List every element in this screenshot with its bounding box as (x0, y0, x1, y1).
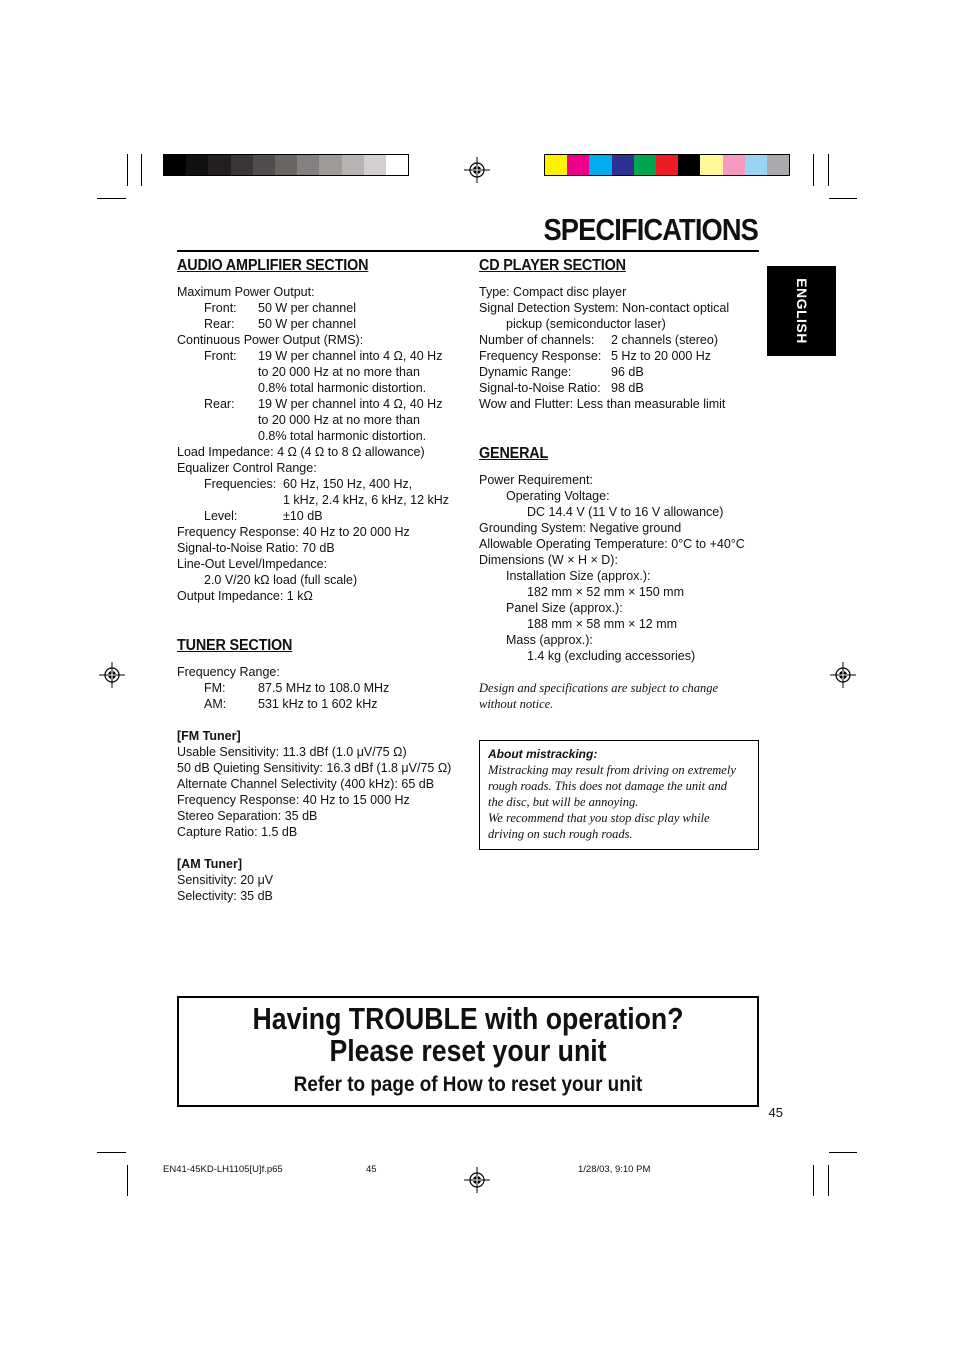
color-swatch (253, 155, 275, 175)
spec-line: Dimensions (W × H × D): (479, 553, 618, 567)
spec-value: 60 Hz, 150 Hz, 400 Hz, (283, 477, 413, 491)
spec-line: Wow and Flutter: Less than measurable limit (479, 397, 726, 411)
general-section (479, 446, 764, 712)
color-swatch (700, 155, 722, 175)
spec-line: Grounding System: Negative ground (479, 521, 682, 535)
spec-value: 0.8% total harmonic distortion. (258, 429, 427, 443)
spec-key: FM: (204, 681, 226, 695)
language-tab-label: ENGLISH (793, 278, 810, 344)
section-heading: GENERAL (479, 445, 549, 462)
spec-value: 50 W per channel (258, 301, 356, 315)
spec-value: 19 W per channel into 4 Ω, 40 Hz (258, 397, 443, 411)
color-swatch (567, 155, 589, 175)
spec-value: 5 Hz to 20 000 Hz (611, 349, 712, 363)
color-swatch (723, 155, 745, 175)
color-swatch (319, 155, 341, 175)
color-swatch (634, 155, 656, 175)
spec-value: 19 W per channel into 4 Ω, 40 Hz (258, 349, 443, 363)
section-heading: TUNER SECTION (177, 637, 293, 654)
color-scale-bar (544, 154, 790, 176)
spec-notice: without notice. (479, 697, 554, 711)
spec-line: Allowable Operating Temperature: 0°C to +40°C (479, 537, 745, 551)
spec-key: Front: (204, 301, 237, 315)
spec-key: Level: (204, 509, 238, 523)
spec-line: Maximum Power Output: (177, 285, 315, 299)
spec-key: Signal-to-Noise Ratio: (479, 381, 601, 395)
spec-line: Selectivity: 35 dB (177, 889, 273, 903)
spec-value: 98 dB (611, 381, 644, 395)
spec-line: 50 dB Quieting Sensitivity: 16.3 dBf (1.8 μV/75 Ω) (177, 761, 452, 775)
note-title: About mistracking: (488, 747, 598, 761)
page-number: 45 (768, 1105, 783, 1120)
trouble-subheading: Refer to page of How to reset your unit (293, 1073, 643, 1096)
spec-line: Type: Compact disc player (479, 285, 627, 299)
trouble-heading: Having TROUBLE with operation? (252, 1001, 684, 1036)
spec-line: Signal-to-Noise Ratio: 70 dB (177, 541, 335, 555)
spec-key: Rear: (204, 317, 235, 331)
color-swatch (231, 155, 253, 175)
gray-scale-bar (163, 154, 409, 176)
spec-key: Front: (204, 349, 237, 363)
spec-line: Frequency Response: 40 Hz to 20 000 Hz (177, 525, 410, 539)
color-swatch (678, 155, 700, 175)
subsection-title: [FM Tuner] (177, 729, 241, 743)
spec-key: Number of channels: (479, 333, 595, 347)
spec-line: Signal Detection System: Non-contact optical (479, 301, 730, 315)
color-swatch (342, 155, 364, 175)
registration-mark-icon (99, 662, 125, 688)
color-swatch (745, 155, 767, 175)
spec-line: Mass (approx.): (506, 633, 593, 647)
color-swatch (164, 155, 186, 175)
spec-line: Line-Out Level/Impedance: (177, 557, 328, 571)
tuner-section (177, 638, 467, 904)
spec-line: 182 mm × 52 mm × 150 mm (527, 585, 685, 599)
footer-date: 1/28/03, 9:10 PM (578, 1164, 651, 1175)
page-title: SPECIFICATIONS (543, 212, 758, 247)
color-swatch (767, 155, 789, 175)
note-line: driving on such rough roads. (488, 827, 633, 841)
spec-line: Equalizer Control Range: (177, 461, 317, 475)
spec-line: Frequency Range: (177, 665, 280, 679)
spec-key: Frequencies: (204, 477, 277, 491)
color-swatch (186, 155, 208, 175)
spec-value: 531 kHz to 1 602 kHz (258, 697, 378, 711)
spec-line: Continuous Power Output (RMS): (177, 333, 364, 347)
color-swatch (297, 155, 319, 175)
spec-line: 2.0 V/20 kΩ load (full scale) (204, 573, 358, 587)
language-tab (767, 266, 836, 356)
spec-line: 1.4 kg (excluding accessories) (527, 649, 696, 663)
footer-page: 45 (366, 1164, 377, 1175)
spec-line: pickup (semiconductor laser) (506, 317, 666, 331)
spec-line: Operating Voltage: (506, 489, 610, 503)
spec-key: Dynamic Range: (479, 365, 572, 379)
spec-line: DC 14.4 V (11 V to 16 V allowance) (527, 505, 724, 519)
registration-mark-icon (830, 662, 856, 688)
trouble-box (177, 996, 759, 1107)
spec-line: Frequency Response: 40 Hz to 15 000 Hz (177, 793, 410, 807)
spec-notice: Design and specifications are subject to change (479, 681, 719, 695)
mistracking-note (479, 740, 759, 850)
spec-value: 96 dB (611, 365, 644, 379)
title-rule (177, 250, 759, 252)
spec-line: Output Impedance: 1 kΩ (177, 589, 313, 603)
registration-mark-icon (464, 157, 490, 183)
spec-line: Power Requirement: (479, 473, 593, 487)
note-line: rough roads. This does not damage the unit and (488, 779, 728, 793)
color-swatch (589, 155, 611, 175)
spec-value: 2 channels (stereo) (611, 333, 719, 347)
section-heading: AUDIO AMPLIFIER SECTION (177, 257, 369, 274)
footer-file: EN41-45KD-LH1105[U]f.p65 (163, 1164, 283, 1175)
spec-value: 50 W per channel (258, 317, 356, 331)
color-swatch (386, 155, 408, 175)
spec-value: 1 kHz, 2.4 kHz, 6 kHz, 12 kHz (283, 493, 450, 507)
spec-value: to 20 000 Hz at no more than (258, 365, 420, 379)
spec-line: Load Impedance: 4 Ω (4 Ω to 8 Ω allowance) (177, 445, 425, 459)
spec-line: 188 mm × 58 mm × 12 mm (527, 617, 678, 631)
spec-line: Sensitivity: 20 μV (177, 873, 274, 887)
subsection-title: [AM Tuner] (177, 857, 243, 871)
spec-line: Usable Sensitivity: 11.3 dBf (1.0 μV/75 Ω) (177, 745, 407, 759)
spec-key: Frequency Response: (479, 349, 602, 363)
spec-value: ±10 dB (283, 509, 323, 523)
note-line: Mistracking may result from driving on extremely (488, 763, 736, 777)
spec-key: AM: (204, 697, 227, 711)
note-line: We recommend that you stop disc play while (488, 811, 710, 825)
spec-line: Panel Size (approx.): (506, 601, 623, 615)
cd-player-section (479, 258, 764, 412)
spec-value: 0.8% total harmonic distortion. (258, 381, 427, 395)
audio-amplifier-section (177, 258, 467, 604)
spec-line: Alternate Channel Selectivity (400 kHz): 65 dB (177, 777, 435, 791)
color-swatch (364, 155, 386, 175)
spec-line: Stereo Separation: 35 dB (177, 809, 318, 823)
color-swatch (656, 155, 678, 175)
spec-key: Rear: (204, 397, 235, 411)
spec-line: Capture Ratio: 1.5 dB (177, 825, 298, 839)
color-swatch (545, 155, 567, 175)
color-swatch (275, 155, 297, 175)
spec-value: to 20 000 Hz at no more than (258, 413, 420, 427)
trouble-heading: Please reset your unit (329, 1033, 607, 1068)
spec-value: 87.5 MHz to 108.0 MHz (258, 681, 390, 695)
color-swatch (612, 155, 634, 175)
color-swatch (208, 155, 230, 175)
spec-line: Installation Size (approx.): (506, 569, 651, 583)
registration-mark-icon (464, 1167, 490, 1193)
section-heading: CD PLAYER SECTION (479, 257, 626, 274)
note-line: the disc, but will be annoying. (488, 795, 639, 809)
